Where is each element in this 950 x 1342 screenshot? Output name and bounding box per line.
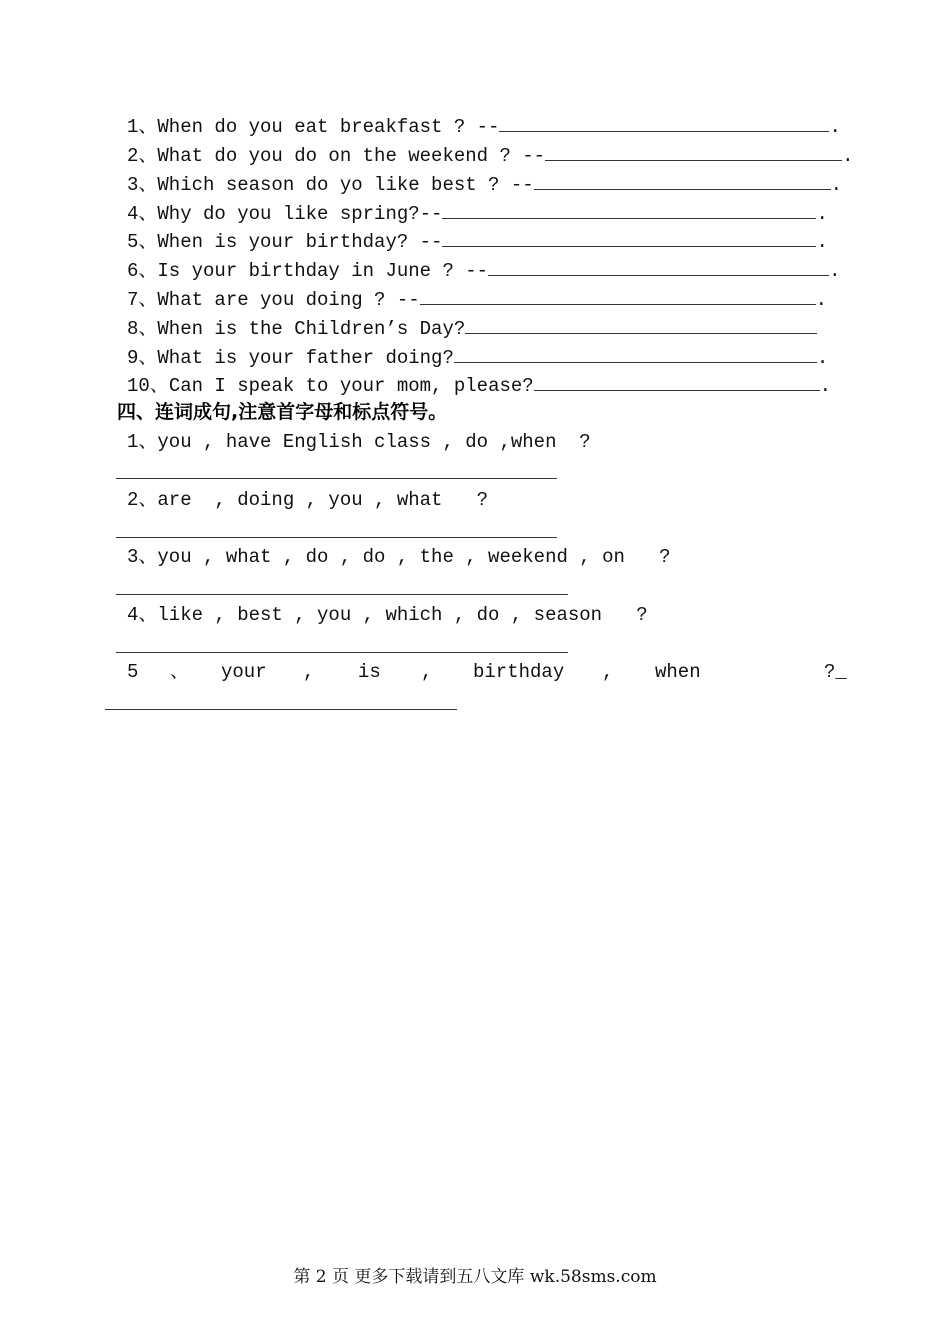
item-words: are , doing , you , what ? [157, 489, 489, 511]
answer-blank[interactable] [534, 172, 831, 190]
question-number: 2、 [127, 145, 158, 167]
section-4-heading: 四、连词成句,注意首字母和标点符号。 [117, 401, 448, 423]
item-word: ?_ [824, 661, 847, 683]
rearrange-item-3 [127, 545, 671, 569]
item-word: birthday [473, 661, 565, 683]
question-text: Which season do yo like best ? -- [157, 174, 534, 196]
question-text: What do you do on the weekend ? -- [157, 145, 546, 167]
item-words: you , what , do , do , the , weekend , on ? [157, 546, 671, 568]
item-word: is [358, 661, 381, 683]
question-number: 5、 [127, 231, 158, 253]
question-10 [127, 373, 831, 398]
question-text: What is your father doing? [157, 347, 454, 369]
question-number: 3、 [127, 174, 158, 196]
question-number: 7、 [127, 289, 158, 311]
item-number: 2、 [127, 489, 158, 511]
item-word: 、 [170, 661, 190, 683]
question-text: When is the Children’s Day? [157, 318, 466, 340]
question-end: . [819, 375, 832, 397]
question-9 [127, 345, 828, 370]
answer-blank[interactable] [442, 229, 816, 247]
answer-line-2[interactable] [116, 537, 557, 538]
question-end: . [829, 260, 841, 282]
question-number: 4、 [127, 203, 158, 225]
question-number: 10、 [127, 375, 169, 397]
question-end: . [815, 289, 828, 311]
question-end: . [842, 145, 854, 167]
question-text: When do you eat breakfast ? -- [157, 116, 500, 138]
rearrange-item-1 [127, 430, 591, 454]
question-end: . [830, 174, 843, 196]
item-number: 4、 [127, 604, 158, 626]
answer-blank[interactable] [465, 316, 817, 334]
question-end: . [816, 231, 828, 253]
item-words: you , have English class , do ,when ? [157, 431, 591, 453]
answer-line-1[interactable] [116, 478, 557, 479]
question-text: Is your birthday in June ? -- [157, 260, 489, 282]
answer-blank[interactable] [499, 114, 829, 132]
item-word: , [421, 661, 433, 683]
answer-blank[interactable] [534, 373, 820, 391]
item-word: , [303, 661, 315, 683]
answer-line-4[interactable] [116, 652, 568, 653]
question-end: . [829, 116, 841, 138]
answer-blank[interactable] [488, 258, 829, 276]
question-text: What are you doing ? -- [157, 289, 420, 311]
question-4 [127, 201, 828, 226]
question-7 [127, 287, 827, 312]
item-word: your [221, 661, 267, 683]
answer-blank[interactable] [454, 345, 817, 363]
rearrange-item-4 [127, 603, 648, 627]
item-words: like , best , you , which , do , season ? [157, 604, 648, 626]
question-number: 6、 [127, 260, 158, 282]
question-2 [127, 143, 853, 168]
item-number: 3、 [127, 546, 158, 568]
question-text: When is your birthday? -- [157, 231, 443, 253]
item-number: 1、 [127, 431, 158, 453]
question-8 [127, 316, 817, 341]
question-text: Why do you like spring?-- [157, 203, 443, 225]
rearrange-item-2 [127, 488, 488, 512]
question-5 [127, 229, 828, 254]
question-1 [127, 114, 841, 139]
page-footer: 第 2 页 更多下载请到五八文库 wk.58sms.com [293, 1267, 657, 1287]
question-3 [127, 172, 842, 197]
answer-blank[interactable] [545, 143, 842, 161]
answer-line-3[interactable] [116, 594, 568, 595]
item-word: when [655, 661, 701, 683]
question-end: . [816, 347, 829, 369]
answer-line-5[interactable] [105, 709, 457, 710]
question-number: 9、 [127, 347, 158, 369]
question-number: 8、 [127, 318, 158, 340]
question-text: Can I speak to your mom, please? [168, 375, 534, 397]
question-6 [127, 258, 840, 283]
answer-blank[interactable] [442, 201, 816, 219]
question-end: . [816, 203, 828, 225]
question-number: 1、 [127, 116, 158, 138]
item-word: , [602, 661, 614, 683]
answer-blank[interactable] [420, 287, 816, 305]
item-number: 5 [127, 661, 139, 683]
